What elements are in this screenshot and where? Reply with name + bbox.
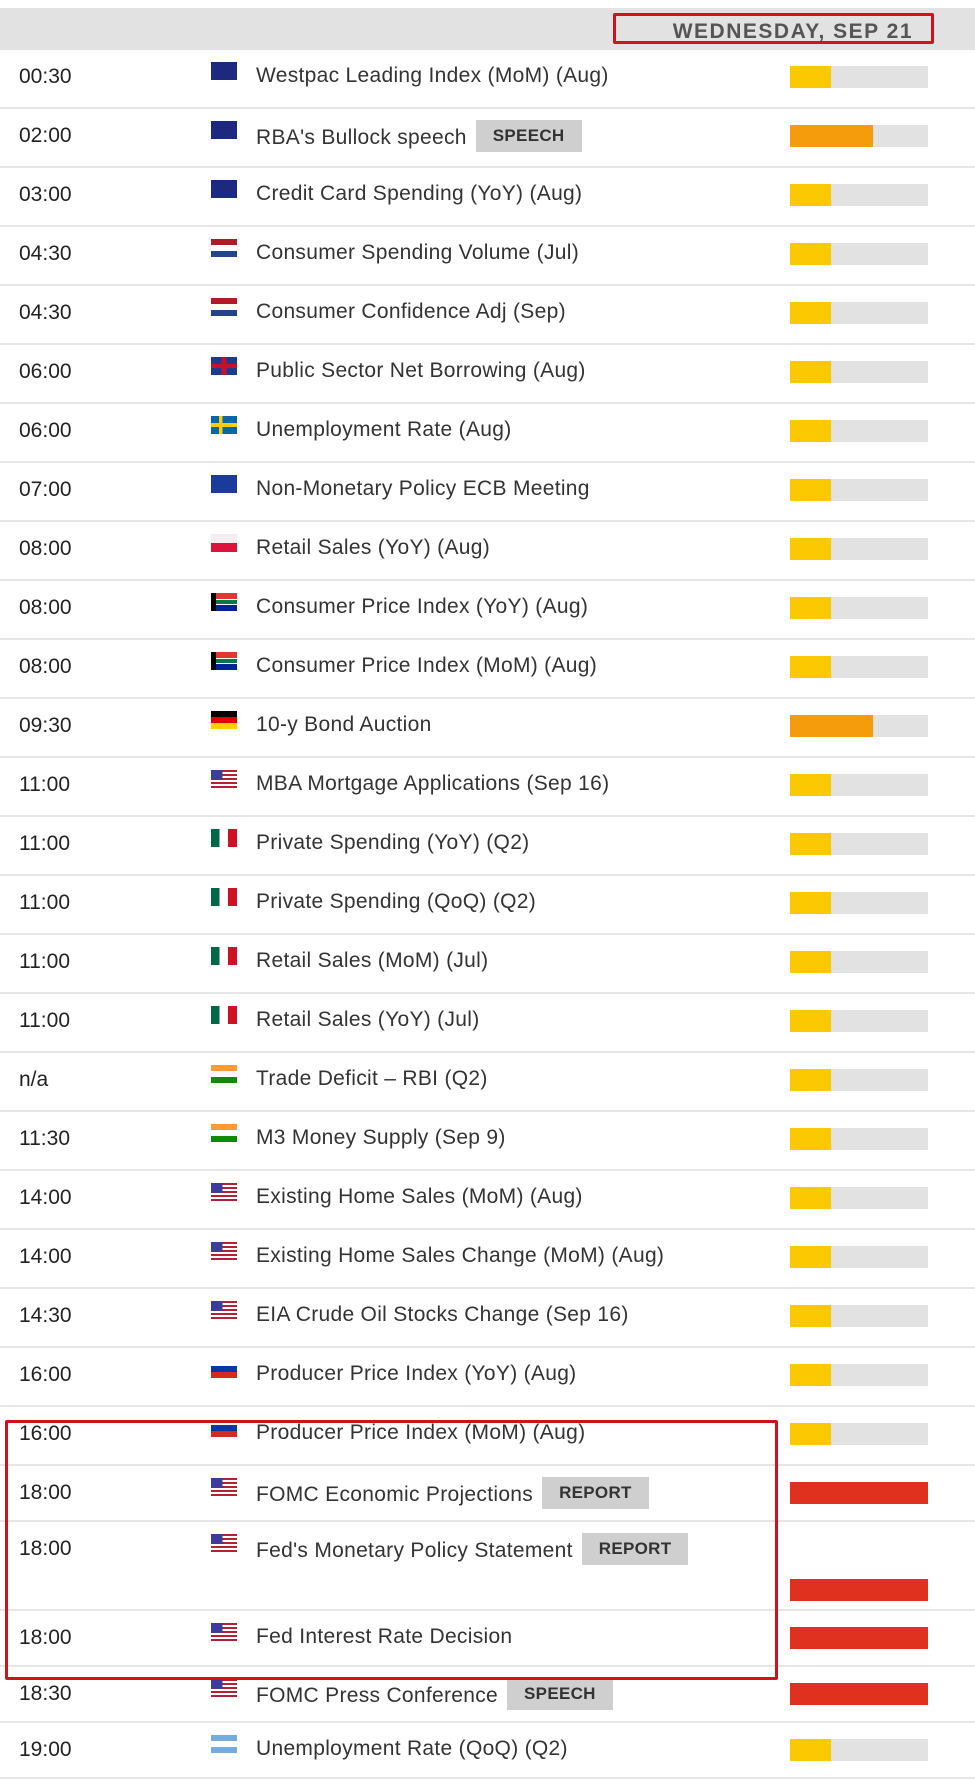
event-name-wrap (256, 1126, 506, 1150)
impact-bar (790, 125, 928, 147)
event-name[interactable]: Public Sector Net Borrowing (Aug) (256, 359, 586, 382)
impact-bar (790, 1305, 928, 1327)
event-name[interactable]: Retail Sales (YoY) (Jul) (256, 1008, 480, 1031)
event-name[interactable]: Producer Price Index (YoY) (Aug) (256, 1362, 577, 1385)
flag-nl-icon (211, 298, 237, 316)
event-row[interactable] (0, 1723, 975, 1779)
event-time: 06:00 (19, 360, 72, 383)
impact-fill (790, 951, 831, 973)
event-name[interactable]: Unemployment Rate (Aug) (256, 418, 512, 441)
impact-fill (790, 125, 873, 147)
event-name-wrap (256, 241, 579, 265)
impact-fill (790, 715, 873, 737)
impact-fill (790, 1423, 831, 1445)
impact-bar (790, 538, 928, 560)
impact-bar (790, 1246, 928, 1268)
impact-bar (790, 833, 928, 855)
event-name-wrap (256, 1067, 488, 1091)
impact-fill (790, 1246, 831, 1268)
event-name-wrap (256, 536, 490, 560)
day-header-date: WEDNESDAY, SEP 21 (672, 20, 913, 43)
event-time: 09:30 (19, 714, 72, 737)
event-name-wrap (256, 890, 536, 914)
impact-fill (790, 1069, 831, 1091)
flag-us-icon (211, 770, 237, 788)
flag-us-icon (211, 1679, 237, 1697)
event-name-wrap (256, 1362, 576, 1386)
impact-fill (790, 66, 831, 88)
impact-fill (790, 1482, 928, 1504)
impact-bar (790, 1627, 928, 1649)
event-row[interactable] (0, 1289, 975, 1348)
impact-bar (790, 774, 928, 796)
event-row[interactable] (0, 522, 975, 581)
impact-bar (790, 1187, 928, 1209)
impact-fill (790, 243, 831, 265)
impact-bar (790, 1739, 928, 1761)
impact-fill (790, 1627, 928, 1649)
impact-fill (790, 892, 831, 914)
event-name[interactable]: Fed Interest Rate Decision (256, 1625, 513, 1648)
event-time: 16:00 (19, 1363, 72, 1386)
event-time: 11:00 (19, 891, 70, 914)
event-time: 19:00 (19, 1738, 72, 1761)
event-name[interactable]: Producer Price Index (MoM) (Aug) (256, 1421, 586, 1444)
event-type-badge: REPORT (582, 1533, 689, 1565)
event-time: 08:00 (19, 655, 72, 678)
event-type-badge: SPEECH (507, 1678, 613, 1710)
flag-au-icon (211, 62, 237, 80)
event-name[interactable]: Trade Deficit – RBI (Q2) (256, 1067, 488, 1090)
flag-de-icon (211, 711, 237, 729)
flag-nl-icon (211, 239, 237, 257)
impact-fill (790, 1683, 928, 1705)
event-row[interactable] (0, 286, 975, 345)
impact-fill (790, 538, 831, 560)
event-name[interactable]: Retail Sales (YoY) (Aug) (256, 536, 491, 559)
event-name[interactable]: Private Spending (QoQ) (Q2) (256, 890, 537, 913)
impact-fill (790, 1128, 831, 1150)
event-time: 02:00 (19, 124, 72, 147)
flag-us-icon (211, 1242, 237, 1260)
event-time: 18:00 (19, 1537, 72, 1560)
event-name[interactable]: MBA Mortgage Applications (Sep 16) (256, 772, 610, 795)
impact-bar (790, 361, 928, 383)
event-time: 14:00 (19, 1186, 72, 1209)
impact-bar (790, 1683, 928, 1705)
flag-eu-icon (211, 475, 237, 493)
event-type-badge: REPORT (542, 1477, 649, 1509)
event-row[interactable] (0, 168, 975, 227)
event-name-wrap (256, 418, 512, 442)
event-time: 07:00 (19, 478, 72, 501)
impact-bar (790, 656, 928, 678)
flag-ar-icon (211, 1735, 237, 1753)
flag-in-icon (211, 1124, 237, 1142)
impact-fill (790, 1187, 831, 1209)
event-time: 11:00 (19, 1009, 70, 1032)
event-name-wrap (256, 1008, 480, 1032)
impact-bar (790, 66, 928, 88)
event-name-wrap (256, 1185, 583, 1209)
impact-bar (790, 243, 928, 265)
fomc-highlight-box (5, 1420, 778, 1680)
event-name-wrap (256, 182, 582, 206)
event-type-badge: SPEECH (476, 120, 582, 152)
impact-bar (790, 1010, 928, 1032)
event-row[interactable] (0, 1171, 975, 1230)
event-row[interactable] (0, 758, 975, 817)
event-name-wrap (256, 1303, 629, 1327)
flag-mx-icon (211, 947, 237, 965)
event-time: 14:30 (19, 1304, 72, 1327)
flag-us-icon (211, 1301, 237, 1319)
event-name[interactable]: Retail Sales (MoM) (Jul) (256, 949, 489, 972)
date-highlight-box (613, 13, 934, 44)
impact-fill (790, 656, 831, 678)
impact-bar (790, 951, 928, 973)
event-name-wrap (256, 772, 609, 796)
event-name[interactable]: Fed's Monetary Policy Statement (256, 1538, 573, 1562)
event-name[interactable]: M3 Money Supply (Sep 9) (256, 1126, 506, 1149)
flag-au-icon (211, 180, 237, 198)
event-name-wrap (256, 123, 582, 152)
impact-bar (790, 479, 928, 501)
event-time: 11:00 (19, 950, 70, 973)
flag-za-icon (211, 652, 237, 670)
flag-pl-icon (211, 534, 237, 552)
event-row[interactable] (0, 463, 975, 522)
event-time: 11:00 (19, 832, 70, 855)
event-time: 16:00 (19, 1422, 72, 1445)
event-name[interactable]: Consumer Spending Volume (Jul) (256, 241, 579, 264)
flag-in-icon (211, 1065, 237, 1083)
event-name-wrap (256, 949, 488, 973)
event-name-wrap (256, 300, 566, 324)
impact-bar (790, 420, 928, 442)
event-time: 18:00 (19, 1626, 72, 1649)
flag-au-icon (211, 121, 237, 139)
event-time: 04:30 (19, 242, 72, 265)
event-name[interactable]: FOMC Economic Projections (256, 1482, 534, 1506)
impact-fill (790, 1010, 831, 1032)
event-name[interactable]: Existing Home Sales Change (MoM) (Aug) (256, 1244, 665, 1267)
impact-bar (790, 1364, 928, 1386)
event-name[interactable]: Unemployment Rate (QoQ) (Q2) (256, 1737, 568, 1760)
event-name-wrap (256, 1681, 613, 1710)
event-name-wrap (256, 1244, 664, 1268)
day-header (0, 8, 975, 50)
flag-mx-icon (211, 829, 237, 847)
event-row[interactable] (0, 1053, 975, 1112)
event-time: 06:00 (19, 419, 72, 442)
impact-fill (790, 833, 831, 855)
event-name[interactable]: RBA's Bullock speech (256, 125, 467, 149)
event-row[interactable] (0, 404, 975, 463)
event-row[interactable] (0, 817, 975, 876)
event-name[interactable]: FOMC Press Conference (256, 1683, 499, 1707)
event-name-wrap (256, 654, 597, 678)
event-row[interactable] (0, 994, 975, 1053)
event-row[interactable] (0, 109, 975, 168)
impact-fill (790, 361, 831, 383)
impact-fill (790, 1579, 928, 1601)
event-name[interactable]: Consumer Confidence Adj (Sep) (256, 300, 566, 323)
event-row[interactable] (0, 227, 975, 286)
event-time: n/a (19, 1068, 49, 1091)
event-name[interactable]: 10-y Bond Auction (256, 713, 432, 736)
event-name[interactable]: Credit Card Spending (YoY) (Aug) (256, 182, 583, 205)
event-time: 11:00 (19, 773, 70, 796)
event-row[interactable] (0, 1112, 975, 1171)
event-name[interactable]: EIA Crude Oil Stocks Change (Sep 16) (256, 1303, 629, 1326)
event-time: 03:00 (19, 183, 72, 206)
event-name[interactable]: Private Spending (YoY) (Q2) (256, 831, 530, 854)
event-name-wrap (256, 713, 432, 737)
impact-bar (790, 1069, 928, 1091)
event-name-wrap (256, 477, 590, 501)
impact-fill (790, 1364, 831, 1386)
event-row[interactable] (0, 1348, 975, 1407)
event-row[interactable] (0, 581, 975, 640)
impact-fill (790, 302, 831, 324)
event-time: 18:30 (19, 1682, 72, 1705)
event-time: 18:00 (19, 1481, 72, 1504)
impact-fill (790, 1739, 831, 1761)
impact-bar (790, 715, 928, 737)
event-name-wrap (256, 64, 609, 88)
flag-ru-icon (211, 1360, 237, 1378)
impact-fill (790, 479, 831, 501)
event-name[interactable]: Consumer Price Index (YoY) (Aug) (256, 595, 589, 618)
event-time: 14:00 (19, 1245, 72, 1268)
event-name[interactable]: Non-Monetary Policy ECB Meeting (256, 477, 590, 500)
impact-fill (790, 420, 831, 442)
event-row[interactable] (0, 876, 975, 935)
event-name-wrap (256, 595, 588, 619)
impact-bar (790, 1579, 928, 1601)
event-row[interactable] (0, 640, 975, 699)
event-row[interactable] (0, 935, 975, 994)
flag-mx-icon (211, 1006, 237, 1024)
impact-bar (790, 1482, 928, 1504)
impact-bar (790, 302, 928, 324)
flag-mx-icon (211, 888, 237, 906)
impact-bar (790, 892, 928, 914)
event-time: 11:30 (19, 1127, 70, 1150)
event-row[interactable] (0, 50, 975, 109)
flag-za-icon (211, 593, 237, 611)
impact-fill (790, 597, 831, 619)
impact-fill (790, 774, 831, 796)
impact-bar (790, 1423, 928, 1445)
event-row[interactable] (0, 345, 975, 404)
impact-fill (790, 1305, 831, 1327)
flag-gb-icon (211, 357, 237, 375)
event-row[interactable] (0, 699, 975, 758)
event-name-wrap (256, 359, 586, 383)
event-name[interactable]: Existing Home Sales (MoM) (Aug) (256, 1185, 583, 1208)
event-name[interactable]: Westpac Leading Index (MoM) (Aug) (256, 64, 609, 87)
flag-se-icon (211, 416, 237, 434)
flag-us-icon (211, 1183, 237, 1201)
event-name[interactable]: Consumer Price Index (MoM) (Aug) (256, 654, 598, 677)
impact-bar (790, 184, 928, 206)
impact-fill (790, 184, 831, 206)
event-row[interactable] (0, 1230, 975, 1289)
event-time: 08:00 (19, 596, 72, 619)
event-time: 08:00 (19, 537, 72, 560)
event-name-wrap (256, 1737, 568, 1761)
event-time: 04:30 (19, 301, 72, 324)
event-time: 00:30 (19, 65, 72, 88)
impact-bar (790, 1128, 928, 1150)
impact-bar (790, 597, 928, 619)
event-name-wrap (256, 831, 529, 855)
